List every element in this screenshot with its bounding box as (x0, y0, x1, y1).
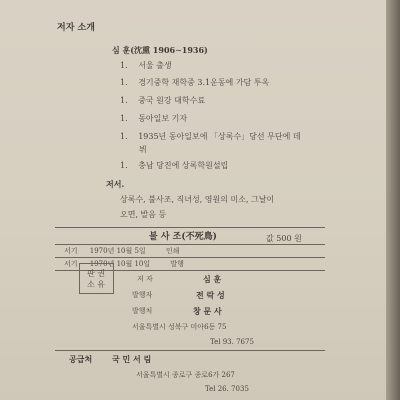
bio-item-5 (120, 133, 301, 141)
author-value: 심 훈 (203, 274, 222, 284)
page-edge-shadow (386, 0, 400, 400)
bio-item-number: 1. (120, 114, 128, 123)
bio-item-4 (120, 115, 187, 123)
print-date: 1970년 10월 10일 (89, 260, 151, 268)
bio-item-5-continued: 뷔 (139, 145, 147, 154)
bio-item-number: 1. (120, 161, 128, 170)
print-date: 1970년 10월 5일 (89, 247, 146, 255)
supplier-value: 국 민 서 림 (112, 354, 152, 364)
supplier-label: 공급처 (69, 354, 93, 364)
works-line-2: 오면, 발음 등 (120, 210, 167, 219)
section-title: 저자 소개 (57, 23, 95, 33)
bio-item-6 (120, 162, 228, 170)
works-heading: 저서. (106, 179, 125, 189)
publisher-tel: Tel 93. 7675 (210, 338, 254, 346)
bio-item-text: 동아일보 기자 (138, 114, 188, 123)
publisher-value: 전 락 성 (196, 290, 225, 300)
publishing-house-value: 창 문 사 (193, 306, 222, 316)
bio-item-1 (120, 62, 172, 70)
bio-item-number: 1. (120, 78, 128, 87)
bio-item-number: 1. (120, 132, 128, 141)
print-label: 서기 (64, 247, 78, 255)
seal-line-1: 판 권 (87, 269, 105, 278)
publisher-label: 발행자 (132, 291, 153, 299)
copyright-seal-box (79, 263, 114, 294)
bio-item-2 (120, 79, 269, 87)
publishing-house-label: 발행처 (132, 307, 153, 315)
publisher-address: 서울특별시 성북구 미아6동 75 (132, 323, 227, 331)
print-row-1 (64, 248, 179, 255)
bio-item-text: 충남 당진에 상록학원설립 (138, 161, 229, 170)
supplier-tel: Tel 26. 7035 (205, 385, 249, 393)
print-kind: 인쇄 (165, 247, 180, 255)
divider-print-1 (55, 257, 325, 258)
print-kind: 발행 (170, 260, 184, 268)
divider-title (55, 244, 325, 245)
bio-item-text: 1935년 동아일보에 「상록수」당선 무단에 데 (138, 132, 301, 141)
bio-item-text: 서울 출생 (138, 61, 172, 70)
bio-item-text: 중국 원강 대학수료 (138, 96, 206, 105)
supplier-address: 서울특별시 종로구 종로6가 267 (136, 371, 235, 379)
bio-item-number: 1. (120, 96, 128, 105)
price: 값 500 원 (266, 234, 302, 243)
seal-line-2: 소 유 (87, 280, 105, 289)
bio-item-text: 경기중학 재학중 3.1운동에 가담 투옥 (138, 78, 270, 87)
divider-bottom (55, 350, 325, 351)
works-line-1: 상록수, 불사조, 직녀성, 영원의 미소, 그날이 (120, 195, 275, 204)
bio-item-3 (120, 97, 205, 105)
book-title: 불 사 조(不死鳥) (149, 232, 217, 242)
author-label: 저 자 (137, 275, 153, 283)
print-label: 서기 (64, 260, 78, 268)
bio-item-number: 1. (120, 61, 128, 70)
divider-top (55, 227, 325, 228)
author-line: 심 훈(沈熏 1906∼1936) (112, 45, 208, 55)
